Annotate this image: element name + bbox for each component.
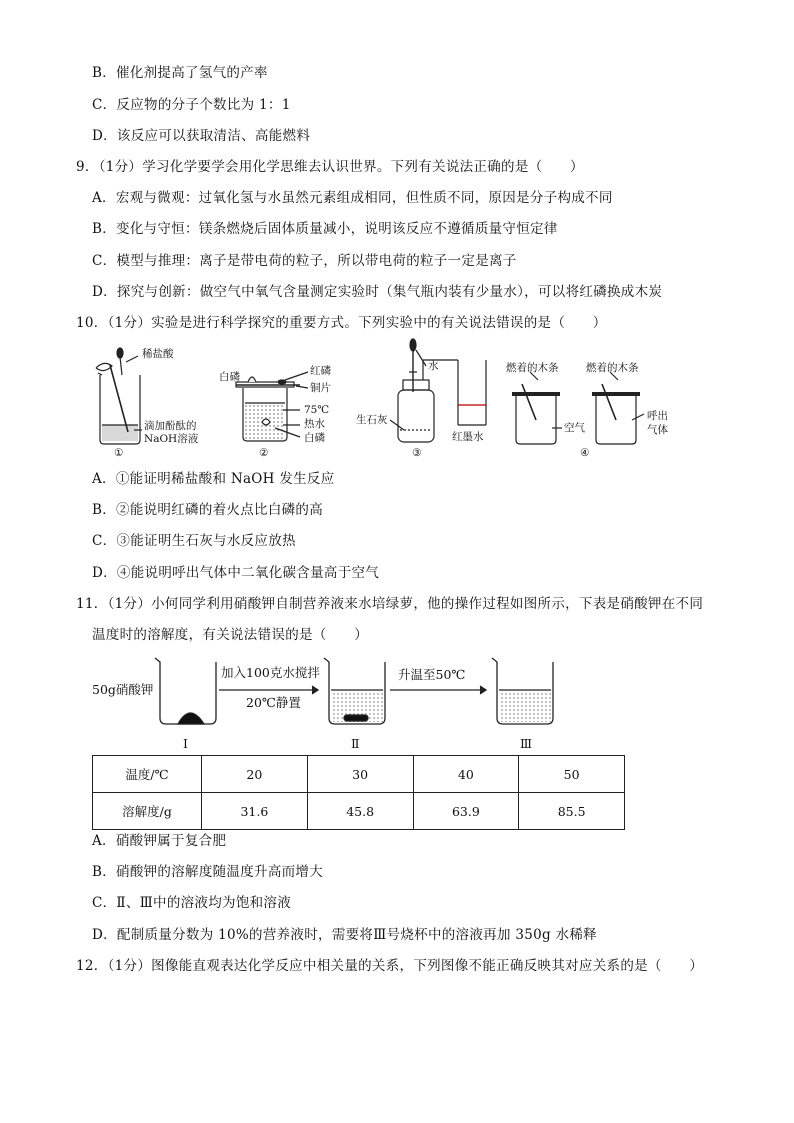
e3-number: ③ (412, 447, 422, 459)
e2-white-phosphorus-label: 白磷 (219, 371, 240, 383)
q11-stem-line-2: 温度时的溶解度，有关说法错误的是（ ） (92, 627, 368, 643)
e1-acid-label: 稀盐酸 (142, 348, 174, 360)
q9-option-a: A．宏观与微观：过氧化氢与水虽然元素组成相同，但性质不同，原因是分子构成不同 (92, 190, 613, 206)
e4-air-label: 空气 (564, 422, 585, 434)
e2-red-phosphorus-label: 红磷 (310, 365, 331, 377)
q11-beaker-3-label: Ⅲ (520, 736, 533, 751)
table-cell: 85.5 (519, 793, 625, 830)
table-row (93, 756, 625, 793)
e1-number: ① (114, 447, 124, 459)
q10-option-d: D．④能说明呼出气体中二氧化碳含量高于空气 (92, 565, 380, 581)
q11-step2-label: 升温至50℃ (398, 667, 466, 682)
table-cell: 温度/℃ (93, 756, 202, 793)
q11-beaker-1-label: Ⅰ (183, 736, 188, 751)
q11-step1-top-label: 加入100克水搅拌 (221, 665, 320, 680)
e4-burning-stick-label-2: 燃着的木条 (586, 362, 639, 374)
q11-option-b: B．硝酸钾的溶解度随温度升高而增大 (92, 864, 324, 880)
q11-option-d: D．配制质量分数为 10%的营养液时，需要将Ⅲ号烧杯中的溶液再加 350g 水稀释 (92, 927, 597, 943)
q9-option-d: D．探究与创新：做空气中氧气含量测定实验时（集气瓶内装有少量水），可以将红磷换成木炭 (92, 284, 663, 300)
q9-option-b: B．变化与守恒：镁条燃烧后固体质量减小，说明该反应不遵循质量守恒定律 (92, 221, 558, 237)
q9-option-c: C．模型与推理：离子是带电荷的粒子，所以带电荷的粒子一定是离子 (92, 253, 517, 269)
solubility-table (92, 755, 625, 830)
q10-option-b: B．②能说明红磷的着火点比白磷的高 (92, 502, 324, 518)
q9-stem: 9．（1分）学习化学要学会用化学思维去认识世界。下列有关说法正确的是（ ） (76, 159, 584, 175)
table-cell: 45.8 (307, 793, 413, 830)
e1-solution-label-1: 滴加酚酞的 (144, 420, 197, 432)
q10-option-a: A．①能证明稀盐酸和 NaOH 发生反应 (92, 471, 335, 487)
q11-process-figure (0, 640, 794, 755)
q11-beaker-2-label: Ⅱ (351, 736, 360, 751)
q8-option-d: D．该反应可以获取清洁、高能燃料 (92, 128, 311, 144)
q8-option-b: B．催化剂提高了氢气的产率 (92, 65, 268, 81)
e4-exhaled-label-1: 呼出 (647, 410, 668, 422)
table-cell: 40 (413, 756, 519, 793)
q11-mass-label: 50g硝酸钾 (92, 682, 154, 697)
q11-stem-line-1: 11．（1分）小何同学利用硝酸钾自制营养液来水培绿萝，他的操作过程如图所示，下表是硝酸钾在不同 (76, 596, 704, 612)
e3-quicklime-label: 生石灰 (356, 414, 388, 426)
e2-white-phosphorus-label-2: 白磷 (304, 432, 325, 444)
table-cell: 溶解度/g (93, 793, 202, 830)
e4-number: ④ (580, 447, 590, 459)
q10-option-c: C．③能证明生石灰与水反应放热 (92, 533, 296, 549)
q8-option-c: C．反应物的分子个数比为 1：1 (92, 97, 291, 113)
e4-exhaled-label-2: 气体 (647, 424, 668, 436)
q12-stem: 12．（1分）图像能直观表达化学反应中相关量的关系，下列图像不能正确反映其对应关系的是（ ） (76, 958, 704, 974)
table-cell: 63.9 (413, 793, 519, 830)
e2-copper-label: 铜片 (310, 382, 331, 394)
table-cell: 30 (307, 756, 413, 793)
table-cell: 20 (202, 756, 308, 793)
q11-option-c: C．Ⅱ、Ⅲ中的溶液均为饱和溶液 (92, 895, 292, 911)
e3-red-ink-label: 红墨水 (452, 431, 484, 443)
e3-water-label: 水 (428, 360, 439, 372)
table-row (93, 793, 625, 830)
q11-step1-bottom-label: 20℃静置 (246, 695, 301, 710)
q11-option-a: A．硝酸钾属于复合肥 (92, 833, 227, 849)
q10-experiment-figure (0, 0, 794, 470)
table-cell: 31.6 (202, 793, 308, 830)
table-cell: 50 (519, 756, 625, 793)
e2-temp-label: 75℃ (304, 404, 330, 416)
e2-number: ② (259, 447, 269, 459)
e1-solution-label-2: NaOH溶液 (144, 433, 199, 445)
e4-burning-stick-label-1: 燃着的木条 (506, 362, 559, 374)
q10-stem: 10．（1分）实验是进行科学探究的重要方式。下列实验中的有关说法错误的是（ ） (76, 315, 607, 331)
e2-hot-water-label: 热水 (304, 418, 325, 430)
